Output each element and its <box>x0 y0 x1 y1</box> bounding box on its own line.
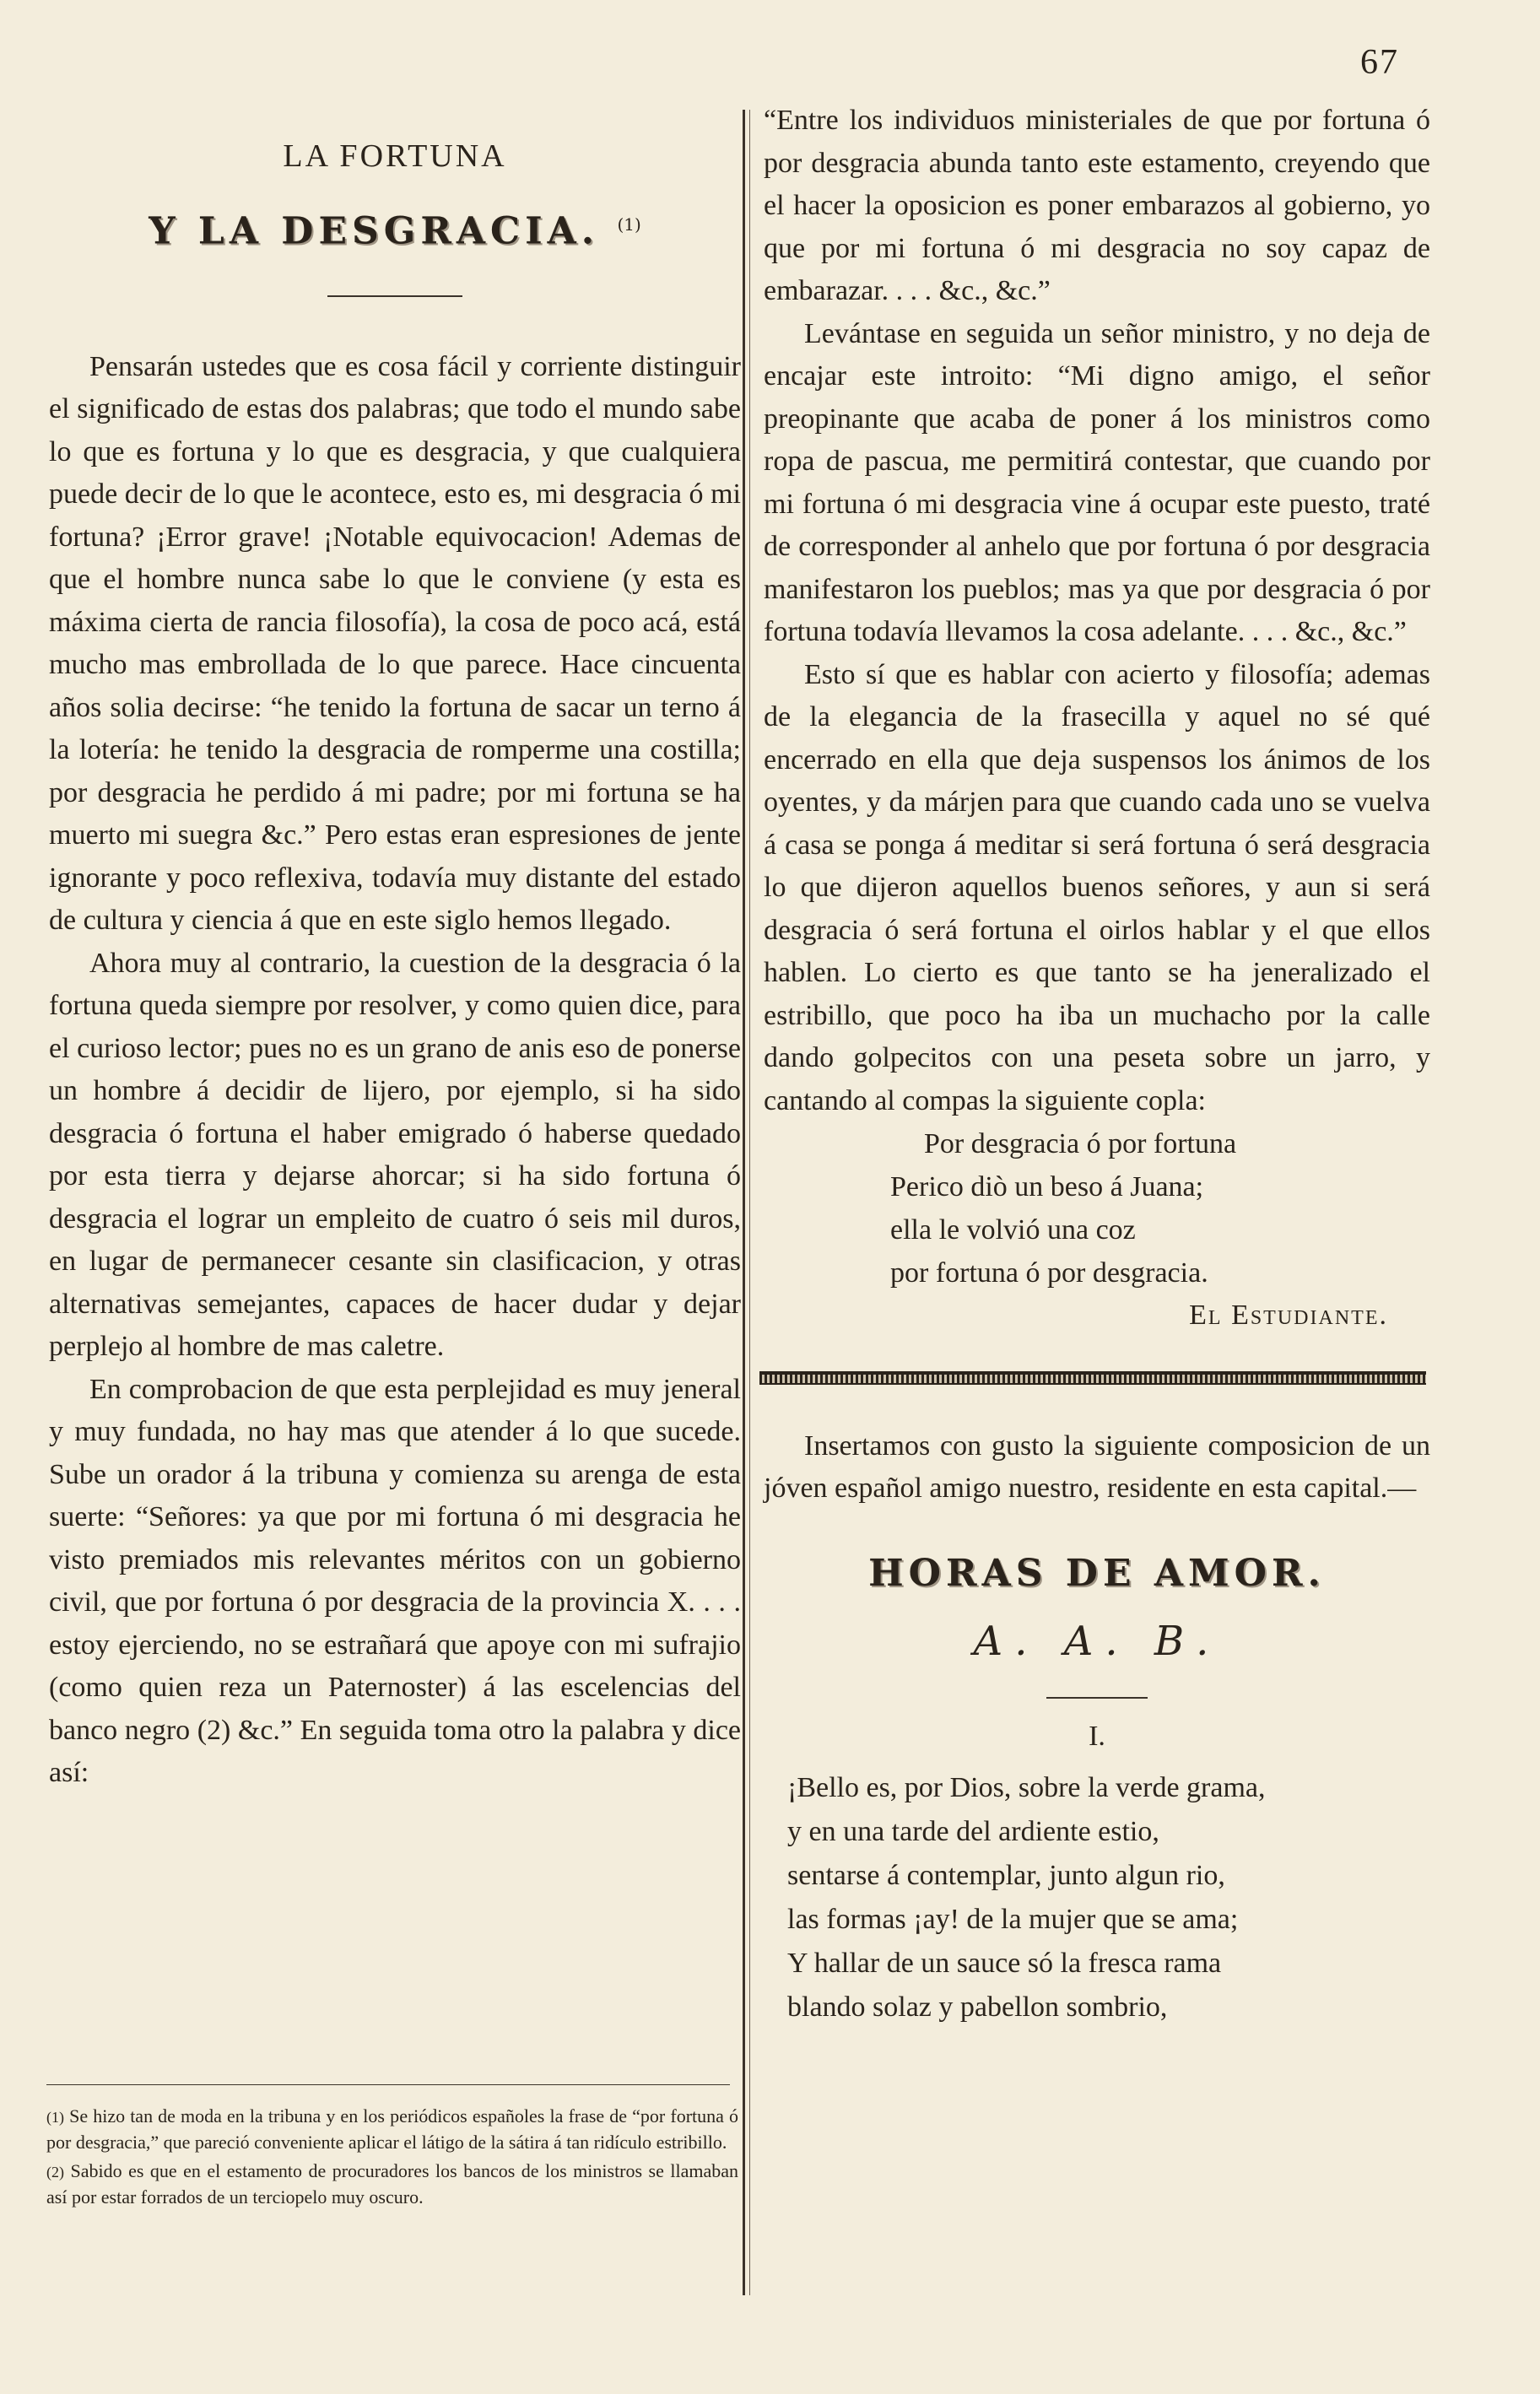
poem-verses <box>764 1766 1430 2029</box>
paragraph: Pensarán ustedes que es cosa fácil y corriente distinguir el significado de estas dos palabras; que todo el mundo sabe lo que es fortuna y lo que es desgracia, y que cualquiera puede decir de lo que le acontece, esto es, mi desgracia ó mi fortuna? ¡Error grave! ¡Notable equivocacion! Ademas de que el hombre nunca sabe lo que le conviene (y esta es máxima cierta de rancia filosofía), la cosa de poco acá, está mucho mas embrollada de lo que parece. Hace cincuenta años solia decirse: “he tenido la fortuna de sacar un terno á la lotería: he tenido la desgracia de romperme una costilla; por desgracia he perdido á mi padre; por mi fortuna se ha muerto mi suegra &c.” Pero estas eran espresiones de jente ignorante y poco reflexiva, todavía muy distante del estado de cultura y ciencia á que en este siglo hemos llegado. <box>49 350 741 937</box>
footnotes <box>46 2084 738 2213</box>
footnote-text: Sabido es que en el estamento de procuradores los bancos de los ministros se llamaban así por estar forrados de un terciopelo muy oscuro. <box>46 2160 739 2208</box>
footnote-number: (2) <box>46 2164 64 2181</box>
poem-title: HORAS DE AMOR. <box>868 1551 1326 1595</box>
dedication: A. A. B. <box>973 1618 1221 1665</box>
title-rule <box>327 295 462 297</box>
page-number: 67 <box>1360 43 1399 82</box>
verse-line: y en una tarde del ardiente estio, <box>787 1816 1159 1847</box>
copla-line: Perico diò un beso á Juana; <box>890 1171 1204 1202</box>
column-divider <box>743 110 745 2295</box>
article-subtitle <box>49 203 741 253</box>
paragraph: Esto sí que es hablar con acierto y filosofía; ademas de la elegancia de la frasecilla y aquel no sé qué encerrado en ella que deja suspensos los ánimos de los oyentes, y da márjen para que cuando cada uno se vuelva á casa se ponga á meditar si será fortuna ó será desgracia lo que dijeron aquellos buenos señores, y aun si será desgracia ó será fortuna el oirlos hablar y el que ellos hablen. Lo cierto es que tanto se ha jeneralizado el estribillo, que poco ha iba un muchacho por la calle dando golpecitos con una peseta sobre un jarro, y cantando al compas la siguiente copla: <box>764 658 1430 1116</box>
verse-line: las formas ¡ay! de la mujer que se ama; <box>787 1904 1239 1935</box>
section-divider <box>759 1371 1426 1385</box>
paragraph: Levántase en seguida un señor ministro, y no deja de encajar este introito: “Mi digno amigo, el señor preopinante que acaba de poner á los ministros como ropa de pascua, me permitirá contestar, que cuando por mi fortuna ó mi desgracia vine á ocupar este puesto, traté de corresponder al anhelo que por fortuna ó por desgracia manifestaron los pueblos; mas ya que por desgracia ó por fortuna todavía llevamos la cosa adelante. . . . &c., &c.” <box>764 317 1430 647</box>
right-column <box>764 100 1430 2029</box>
copla-line: por fortuna ó por desgracia. <box>890 1257 1208 1289</box>
footnote <box>46 2159 738 2210</box>
poem-rule <box>1046 1697 1148 1699</box>
subtitle-text: Y LA DESGRACIA. <box>149 209 600 253</box>
paragraph: “Entre los individuos ministeriales de que por fortuna ó por desgracia abunda tanto este estamento, creyendo que el hacer la oposicion es poner embarazos al gobierno, yo que por mi fortuna ó mi desgracia no soy capaz de embarazar. . . . &c., &c.” <box>764 105 1430 306</box>
copla-line: Por desgracia ó por fortuna <box>924 1128 1237 1159</box>
column-divider-thin <box>749 110 750 2295</box>
copla-line: ella le volvió una coz <box>890 1214 1136 1246</box>
footnote-rule <box>46 2084 730 2085</box>
paragraph: En comprobacion de que esta perplejidad es muy jeneral y muy fundada, no hay mas que atender á lo que sucede. Sube un orador á la tribuna y comienza su arenga de esta suerte: “Señores: ya que por mi fortuna ó mi desgracia he visto premiados mis relevantes méritos con un gobierno civil, que por fortuna ó por desgracia de la provincia X. . . . estoy ejerciendo, no se estrañará que apoye con mi sufrajio (como quien reza un Paternoster) á las escelencias del banco negro (2) &c.” En seguida toma otro la palabra y dice así: <box>49 1373 741 1789</box>
footnote-text: Se hizo tan de moda en la tribuna y en los periódicos españoles la frase de “por fortuna ó por desgracia,” que pareció conveniente aplicar el látigo de la sátira á tan ridículo estribillo. <box>46 2105 739 2153</box>
verse-line: sentarse á contemplar, junto algun rio, <box>787 1860 1225 1891</box>
footnote-marker: (1) <box>617 213 641 235</box>
article-title: LA FORTUNA <box>283 138 507 174</box>
footnote <box>46 2104 738 2155</box>
section-numeral: I. <box>1089 1720 1105 1752</box>
verse-line: blando solaz y pabellon sombrio, <box>787 1991 1168 2023</box>
copla <box>890 1122 1430 1294</box>
intro-paragraph: Insertamos con gusto la siguiente composicion de un jóven español amigo nuestro, residente en esta capital.— <box>764 1429 1430 1504</box>
verse-line: Y hallar de un sauce só la fresca rama <box>787 1948 1222 1979</box>
paragraph: Ahora muy al contrario, la cuestion de la desgracia ó la fortuna queda siempre por resolver, y como quien dice, para el curioso lector; pues no es un grano de anis eso de ponerse un hombre á decidir de lijero, por ejemplo, si ha sido desgracia ó fortuna el haber emigrado ó haberse quedado por esta tierra y dejarse ahorcar; si ha sido fortuna ó desgracia el lograr un empleito de cuatro ó seis mil duros, en lugar de permanecer cesante sin clasificacion, y otras alternativas semejantes, capaces de hacer dudar y dejar perplejo al hombre de mas caletre. <box>49 947 741 1363</box>
footnote-number: (1) <box>46 2109 64 2126</box>
verse-line: ¡Bello es, por Dios, sobre la verde grama, <box>787 1772 1266 1803</box>
signature: El Estudiante. <box>1189 1300 1388 1331</box>
left-column <box>49 127 741 1795</box>
